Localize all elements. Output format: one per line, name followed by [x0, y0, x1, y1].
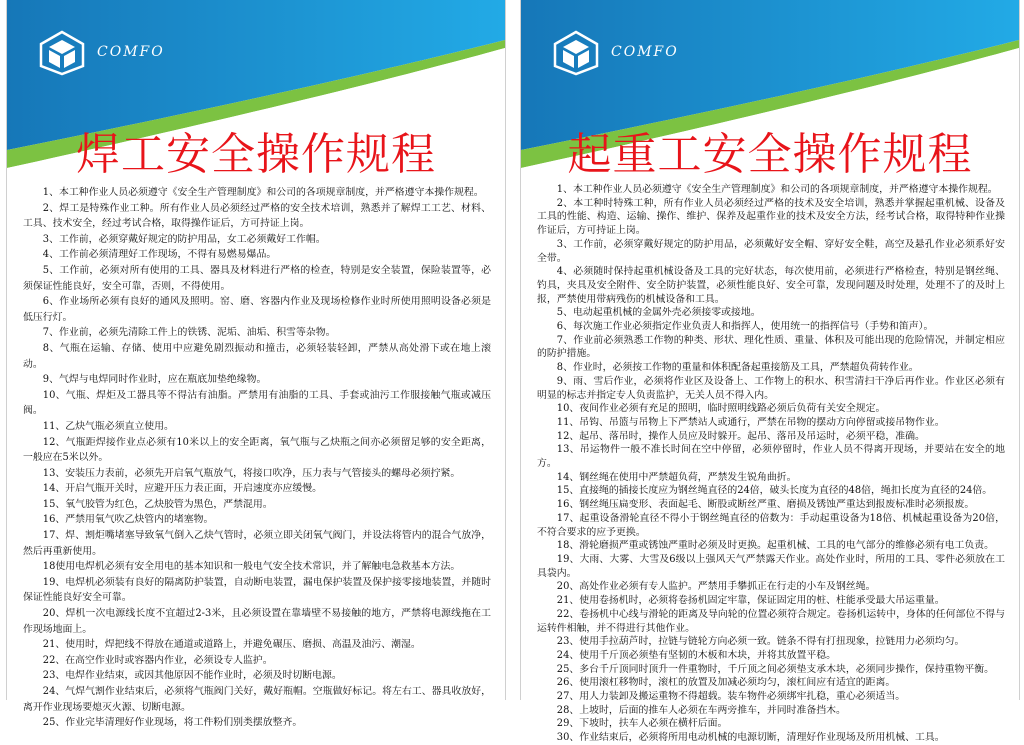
regulation-item: 17、焊、割炬嘴堵塞导致氧气倒入乙炔气管时，必须立即关闭氧气阀门，并设法将管内的混合气放净，然后再重新使用。	[23, 530, 491, 557]
regulation-item: 3、工作前，必须穿戴好规定的防护用品，女工必须戴好工作帽。	[42, 233, 326, 245]
page-title: 起重工安全操作规程	[567, 129, 973, 180]
regulation-item: 16、严禁用氧气吹乙炔管内的堵塞物。	[42, 514, 214, 526]
page-title: 焊工安全操作规程	[76, 129, 436, 180]
regulation-item: 21、使用卷扬机时，必须将卷扬机固定牢靠，保证固定用的桩、柱能承受最大吊运重量。	[556, 595, 945, 607]
regulation-item: 4、工作前必须清理好工作现场，不得有易燃易爆品。	[42, 249, 277, 261]
regulation-item: 10、夜间作业必须有充足的照明，临时照明线路必须后负荷有关安全规定。	[556, 403, 886, 415]
regulation-item: 5、电动起重机械的金属外壳必须接零或接地。	[556, 307, 761, 319]
left-poster	[6, 0, 506, 729]
poster-header	[7, 0, 505, 180]
regulation-item: 19、电焊机必须装有良好的隔离防护装置，自动断电装置，漏电保护装置及保护接零接地装置，并随时保证性能良好安全可靠。	[23, 576, 491, 604]
regulation-item: 2、焊工是特殊作业工种。所有作业人员必须经过严格的安全技术培训，熟悉并了解焊工工艺、材料、工具、技术安全，经过考试合格，取得操作证后，方可持证上岗。	[23, 202, 491, 230]
regulation-item: 8、气瓶在运输、存储、使用中应避免剧烈振动和撞击，必须轻装轻卸，严禁从高处滑下或在地上滚动。	[23, 342, 491, 370]
regulation-item: 5、工作前，必须对所有使用的工具、器具及材料进行严格的检查，特别是安全装置，保险装置等，必须保证性能良好，安全可靠，否则，不得使用。	[23, 264, 491, 292]
regulation-text	[23, 185, 491, 729]
regulation-item: 3、工作前，必须穿戴好规定的防护用品，必须戴好安全帽、穿好安全鞋，高空及悬孔作业必须系好安全带。	[537, 238, 1005, 264]
regulation-item: 1、本工种作业人员必须遵守《安全生产管理制度》和公司的各项规章制度，并严格遵守本操作规程。	[556, 184, 998, 195]
regulation-item: 14、钢丝绳在使用中严禁超负荷，严禁发生锐角曲折。	[556, 471, 797, 483]
regulation-item: 15、直接绳的插接长度应为钢丝绳直径的24倍，破头长度为直径的48倍，绳扣长度为直径的24倍。	[556, 485, 993, 497]
regulation-item: 22、卷扬机中心线与滑轮的距离及导向轮的位置必须符合规定。卷扬机运转中，身体的任何部位不得与运转件相触，并不得进行其他作业。	[537, 608, 1005, 634]
brand-name: COMFO	[97, 44, 165, 60]
regulation-item: 8、作业时，必须按工作物的重量和体积配备起重接筋及工具，严禁超负荷转作业。	[556, 362, 919, 374]
regulation-item: 18、滑轮磨损严重或锈蚀严重时必须及时更换。起重机械、工具的电气部分的维修必须有电工负责。	[556, 540, 994, 552]
regulation-item: 25、作业完毕清理好作业现场，将工件粉们别类摆放整齐。	[42, 717, 303, 729]
regulation-item: 24、使用千斤顶必须垫有坚韧的木板和木块，并将其放置平稳。	[556, 649, 836, 661]
regulation-item: 10、气瓶、焊炬及工器具等不得沾有油脂。严禁用有油脂的工具、手套或油污工作服接触气瓶或减压阀。	[23, 389, 491, 417]
regulation-item: 7、作业前，必须先清除工件上的铁锈、泥垢、油垢、积雪等杂物。	[42, 327, 336, 339]
regulation-item: 27、用人力装卸及搬运重物不得超载。装车物件必须绑牢扎稳，重心必须适当。	[556, 691, 906, 703]
regulation-item: 22、在高空作业时或容器内作业，必须设专人监护。	[42, 654, 273, 666]
regulation-item: 4、必须随时保持起重机械设备及工具的完好状态，每次使用前，必须进行严格检查，特别是钢丝绳、钓具，夹具及安全附件、安全防护装置，必须性能良好、安全可靠，发现问题及时处理，处理不了的及时上报，严禁使用带病残伤的机械设备和工具。	[537, 266, 1005, 305]
regulation-item: 23、使用手拉葫芦时，拉链与链轮方向必须一致。链条不得有打扭现象，拉链用力必须均匀。	[556, 636, 965, 648]
regulation-item: 6、作业场所必须有良好的通风及照明。窑、磨、容器内作业及现场检修作业时所使用照明设备必须是低压行灯。	[23, 296, 491, 323]
regulation-item: 14、开启气瓶开关时，应避开压力表正面，开启速度亦应缓慢。	[42, 483, 322, 495]
regulation-item: 30、作业结束后，必须将所用电动机械的电源切断，清理好作业现场及所用机械、工具。	[556, 732, 945, 744]
regulation-item: 13、吊运物件一般不准长时间在空中停留，必须停留时，作业人员不得离开现场，并要站在安全的地方。	[537, 444, 1005, 470]
regulation-item: 17、起重设备滑轮直径不得小于钢丝绳直径的倍数为：手动起重设备为18倍、机械起重设备为20倍，不符合要求的应予更换。	[537, 512, 1005, 538]
regulation-text	[537, 183, 1005, 744]
regulation-item: 6、每次施工作业必须指定作业负责人和指挥人，使用统一的指挥信号（手势和笛声）。	[556, 321, 934, 333]
regulation-item: 25、多台千斤顶同时顶升一件重物时，千斤顶之间必须垫支承木块，必须同步操作，保持重物平衡。	[556, 663, 994, 675]
regulation-item: 11、吊钩、吊篮与吊物上下严禁站人或通行，严禁在吊物的摆动方向停留或接吊物作业。	[556, 416, 945, 428]
regulation-item: 11、乙炔气瓶必须直立使用。	[42, 420, 174, 432]
regulation-item: 2、本工种时特殊工种，所有作业人员必须经过严格的技术及安全培训，熟悉并掌握起重机械、设备及工具的性能、构造、运输、操作、维护、保养及起重作业的技术及安全方法，经考试合格，取得特种作业操作证后，方可持证上岗。	[537, 197, 1005, 237]
regulation-item: 9、雨、雪后作业，必须将作业区及设备上、工作物上的积水、积雪清扫干净后再作业。作业区必须有明显的标志并指定专人负责监护，无关人员不得入内。	[537, 375, 1005, 401]
regulation-item: 12、起吊、落吊时，操作人员应及时躲开。起吊、落吊及吊运时，必须平稳，准确。	[556, 430, 925, 442]
regulation-item: 13、安装压力表前，必须先开启氧气瓶放气，将接口吹净，压力表与气管接头的螺母必须拧紧。	[42, 467, 461, 479]
brand-name: COMFO	[611, 44, 679, 60]
regulation-item: 19、大雨、大雾、大雪及6级以上强风天气严禁露天作业。高处作业时，所用的工具、零件必须放在工具袋内。	[537, 553, 1005, 579]
regulation-item: 28、上坡时，后面的推车人必须在车两旁推车，并同时准备挡木。	[556, 704, 846, 716]
regulation-item: 20、焊机一次电源线长度不宜超过2-3米，且必须设置在靠墙壁不易接触的地方，严禁将电源线拖在工作现场地面上。	[23, 608, 491, 635]
comfo-logo-icon	[553, 30, 599, 76]
right-poster	[520, 0, 1020, 744]
regulation-item: 16、钢丝绳压扁变形、表面起毛、断股或断丝严重、磨损及锈蚀严重达到报废标准时必须报废。	[556, 499, 975, 511]
regulation-item: 7、作业前必须熟悉工作物的种类、形状、理化性质、重量、体积及可能出现的危险情况，并制定相应的防护措施。	[537, 334, 1005, 360]
regulation-item: 29、下坡时，扶车人必须在横杆后面。	[556, 718, 728, 730]
regulation-item: 23、电焊作业结束，或因其他原因不能作业时，必须及时切断电源。	[42, 670, 342, 682]
regulation-item: 24、气焊气割作业结束后，必须将气瓶阀门关好，戴好瓶帽。空瓶做好标记。将左右工、器具收放好，离开作业现场要熄灭火源、切断电源。	[23, 686, 491, 713]
regulation-item: 20、高处作业必须有专人监护。严禁用手攀抓正在行走的小车及钢丝绳。	[556, 581, 876, 593]
regulation-item: 12、气瓶距焊接作业点必须有10米以上的安全距离，氧气瓶与乙炔瓶之间亦必须留足够的安全距离，一般应在5米以外。	[23, 436, 491, 464]
comfo-logo-icon	[39, 30, 85, 76]
regulation-item: 15、氧气胶管为红色，乙炔胶管为黑色，严禁混用。	[42, 498, 273, 510]
regulation-item: 21、使用时，焊把线不得放在通道或道路上，并避免碾压、磨损、高温及油污、潮湿。	[42, 639, 421, 651]
regulation-item: 18使用电焊机必须有安全用电的基本知识和一般电气安全技术常识，并了解触电急救基本方法。	[42, 561, 461, 573]
regulation-item: 26、使用滚杠移物时，滚杠的放置及加减必须均匀，滚杠间应有适宜的距离。	[556, 677, 896, 689]
regulation-item: 1、本工种作业人员必须遵守《安全生产管理制度》和公司的各项规章制度，并严格遵守本操作规程。	[42, 187, 484, 198]
poster-header	[521, 0, 1019, 180]
regulation-item: 9、气焊与电焊同时作业时，应在瓶底加垫绝缘物。	[42, 374, 267, 386]
